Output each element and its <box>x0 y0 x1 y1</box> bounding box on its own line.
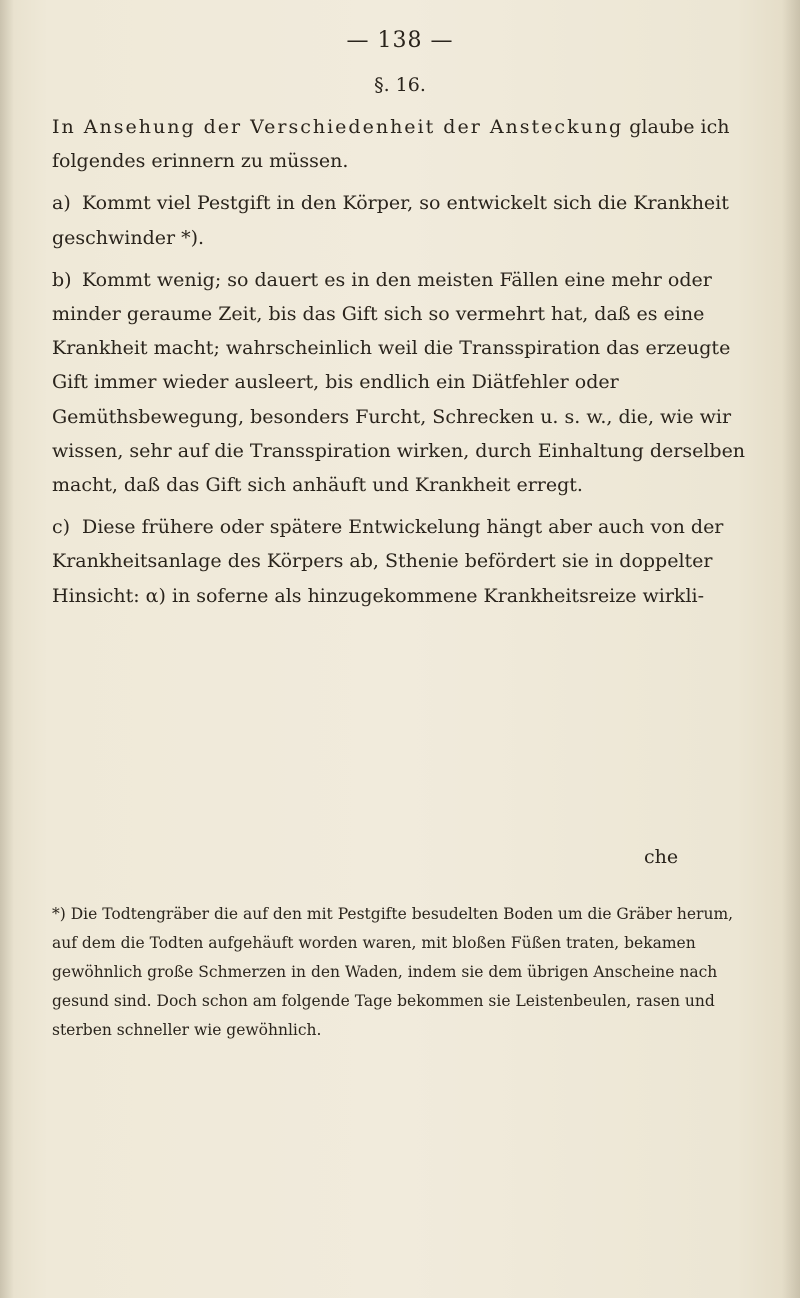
catchword: che <box>644 846 679 868</box>
footnote <box>52 900 752 1045</box>
section-heading: §. 16. <box>374 74 426 96</box>
main-text <box>52 110 752 613</box>
list-item-b <box>52 263 752 502</box>
page-number: — 138 — <box>346 28 454 53</box>
footnote-paragraph <box>52 900 752 1045</box>
footnote-marker: *) <box>52 905 66 923</box>
item-label: b) <box>52 268 72 291</box>
item-label: a) <box>52 192 71 215</box>
intro-rest: glaube ich folgendes erinnern zu müssen. <box>52 116 730 173</box>
list-item-c <box>52 510 752 613</box>
item-label: c) <box>52 516 71 539</box>
list-item-a <box>52 186 752 254</box>
footnote-text: Die Todtengräber die auf den mit Pestgifte besudelten Boden um die Gräber herum, auf dem die Todten aufgehäuft worden waren, mit bloßen Füßen traten, bekamen gewöhnlich große Schmerzen in den Waden, indem sie dem übrigen Anscheine nach gesund sind. Doch schon am folgende Tage bekommen sie Leistenbeulen, rasen und sterben schneller wie gewöhnlich. <box>52 905 734 1039</box>
page-edge-shadow <box>782 0 800 1298</box>
item-text: Kommt wenig; so dauert es in den meisten Fällen eine mehr oder minder geraume Zeit, bis das Gift sich so vermehrt hat, daß es eine Krankheit macht; wahrscheinlich weil die Transspiration das erzeugte Gift immer wieder ausleert, bis endlich ein Diätfehler oder Gemüthsbewegung, besonders Furcht, Schrecken u. s. w., die, wie wir wissen, sehr auf die Transspiration wirken, durch Einhaltung derselben macht, daß das Gift sich anhäuft und Krankheit erregt. <box>52 268 746 497</box>
gutter-shadow <box>0 0 14 1298</box>
intro-paragraph <box>52 110 752 178</box>
item-text: Kommt viel Pestgift in den Körper, so entwickelt sich die Krankheit geschwinder *). <box>52 192 729 249</box>
intro-emphasis: In Ansehung der Verschiedenheit der Ansteckung <box>52 116 624 138</box>
item-text: Diese frühere oder spätere Entwickelung hängt aber auch von der Krankheitsanlage des Körpers ab, Sthenie befördert sie in doppelter Hinsicht: α) in soferne als hinzugekommene Krankheitsreize wirkli- <box>52 516 724 607</box>
